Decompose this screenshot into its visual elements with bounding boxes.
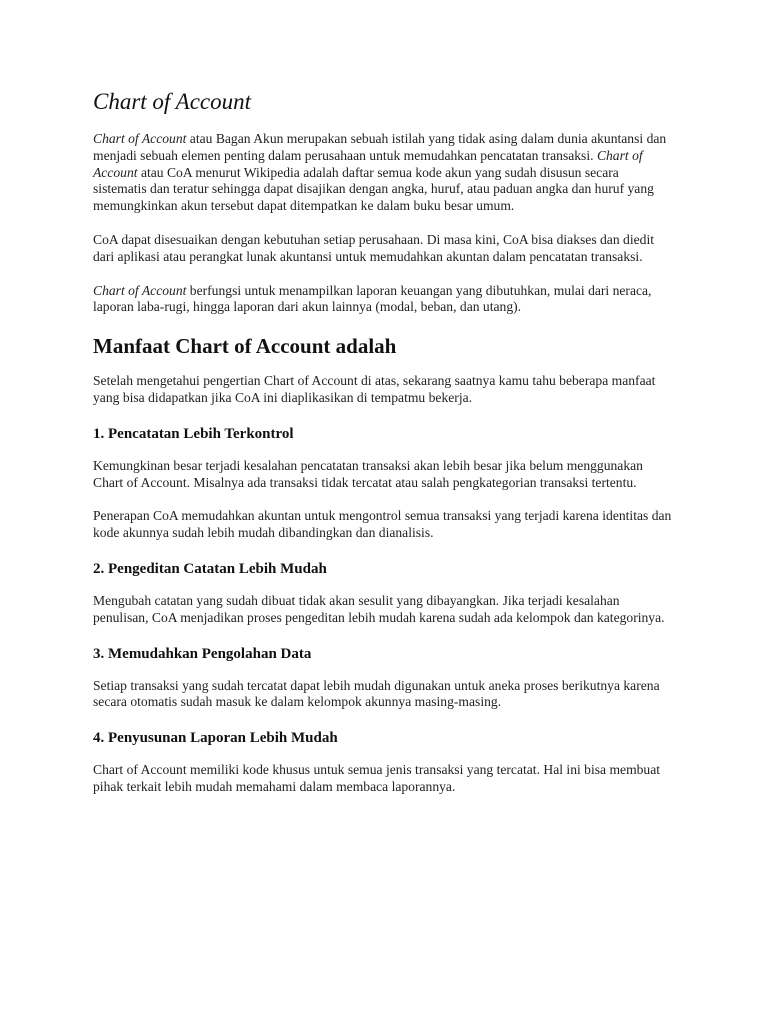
section-4-paragraph-1: Chart of Account memiliki kode khusus untuk semua jenis transaksi yang tercatat. Hal ini bisa membuat pihak terkait lebih mudah memahami dalam membaca laporannya. [93,762,661,794]
intro-paragraph-1-text-b: atau CoA menurut Wikipedia adalah daftar semua kode akun yang sudah disusun secara sistematis dan teratur sehingga dapat disajikan dengan angka, huruf, atau paduan angka dan huruf yang memungkinkan akun tersebut dapat ditempatkan ke dalam buku besar umum. [93,164,654,214]
intro-paragraph-2: CoA dapat disesuaikan dengan kebutuhan setiap perusahaan. Di masa kini, CoA bisa diakses dan diedit dari aplikasi atau perangkat lunak akuntansi untuk memudahkan akuntan dalam pencatatan transaksi. [93,231,654,264]
intro-paragraph-3-text: berfungsi untuk menampilkan laporan keuangan yang dibutuhkan, mulai dari neraca, laporan laba-rugi, hingga laporan dari akun lainnya (modal, beban, dan utang). [93,282,652,315]
benefits-intro-paragraph: Setelah mengetahui pengertian Chart of Account di atas, sekarang saatnya kamu tahu beberapa manfaat yang bisa didapatkan jika CoA ini diaplikasikan di tempatmu bekerja. [93,373,656,405]
benefits-heading: Manfaat Chart of Account adalah [93,334,397,359]
section-heading-3: 3. Memudahkan Pengolahan Data [93,645,312,662]
emphasis-term: Chart of Account [93,131,187,146]
intro-paragraph-1 [93,131,673,215]
section-3-paragraph-1: Setiap transaksi yang sudah tercatat dapat lebih mudah digunakan untuk aneka proses berikutnya karena secara otomatis sudah masuk ke dalam kelompok akunnya masing-masing. [93,677,660,710]
document-body [93,88,673,813]
emphasis-term: Chart of Account [93,147,643,180]
intro-paragraph-1-text-a: atau Bagan Akun merupakan sebuah istilah yang tidak asing dalam dunia akuntansi dan menjadi sebuah elemen penting dalam perusahaan untuk memudahkan pencatatan transaksi. [93,131,667,163]
section-heading-2: 2. Pengeditan Catatan Lebih Mudah [93,560,327,577]
emphasis-term: Chart of Account [93,282,187,298]
intro-paragraph-3 [93,283,673,317]
section-1-paragraph-2: Penerapan CoA memudahkan akuntan untuk mengontrol semua transaksi yang terjadi karena identitas dan kode akunnya sudah lebih mudah dibandingkan dan dianalisis. [93,508,672,541]
section-heading-1: 1. Pencatatan Lebih Terkontrol [93,425,294,442]
section-1-paragraph-1: Kemungkinan besar terjadi kesalahan pencatatan transaksi akan lebih besar jika belum menggunakan Chart of Account. Misalnya ada transaksi tidak tercatat atau salah pengkategorian transaksi tertentu. [93,457,643,490]
section-2-paragraph-1: Mengubah catatan yang sudah dibuat tidak akan sesulit yang dibayangkan. Jika terjadi kesalahan penulisan, CoA menjadikan proses pengeditan lebih mudah karena sudah ada kelompok dan kategorinya. [93,592,665,625]
document-title: Chart of Account [93,89,252,114]
section-heading-4: 4. Penyusunan Laporan Lebih Mudah [93,730,338,747]
